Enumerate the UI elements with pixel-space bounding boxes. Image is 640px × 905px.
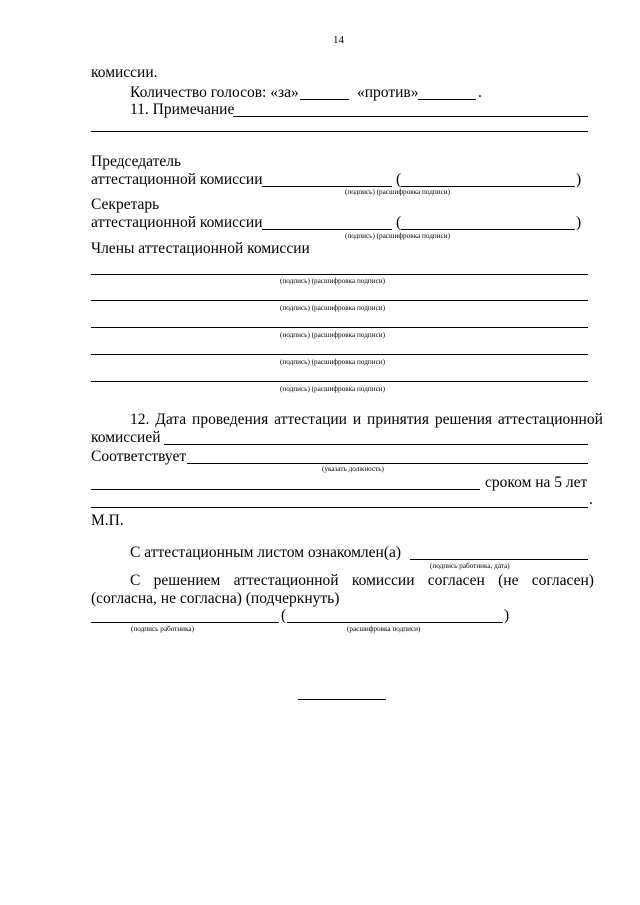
position-caption: (указать должность)	[322, 465, 384, 473]
secretary-open-paren: (	[396, 214, 402, 231]
decision-line-1	[130, 572, 594, 590]
item12-commission: комиссией	[91, 429, 161, 446]
decision-word-7: согласен)	[531, 572, 594, 589]
position-field[interactable]	[187, 463, 588, 464]
chairman-signature-field[interactable]	[262, 186, 392, 187]
term-label: сроком на 5 лет	[485, 474, 588, 491]
chairman-close-paren: )	[576, 171, 582, 188]
worker-sign-caption: (подпись работника)	[131, 625, 194, 633]
decision-open-paren: (	[281, 607, 287, 624]
secretary-signature-field[interactable]	[262, 229, 392, 230]
note-field[interactable]	[233, 116, 588, 117]
decision-word-4: комиссии	[351, 572, 415, 589]
secretary-close-paren: )	[576, 214, 582, 231]
chairman-sign-caption: (подпись) (расшифровка подписи)	[345, 188, 451, 196]
page-number: 14	[333, 34, 344, 46]
members-label: Члены аттестационной комиссии	[91, 240, 310, 257]
end-separator-line	[298, 699, 386, 700]
decision-close-paren: )	[504, 607, 510, 624]
member-3-field[interactable]	[91, 327, 588, 328]
acquainted-label: С аттестационным листом ознакомлен(а)	[130, 544, 402, 561]
corresponds-label: Соответствует	[91, 448, 187, 465]
chairman-open-paren: (	[396, 171, 402, 188]
member-3-caption: (подпись) (расшифровка подписи)	[280, 331, 386, 339]
position-field-line-2[interactable]	[91, 489, 480, 490]
worker-sign-date-field[interactable]	[410, 559, 588, 560]
member-1-field[interactable]	[91, 274, 588, 275]
worker-sign-date-caption: (подпись работника, дата)	[430, 562, 510, 570]
member-1-caption: (подпись) (расшифровка подписи)	[280, 277, 386, 285]
chairman-decode-field[interactable]	[401, 186, 575, 187]
decision-word-2: решением	[153, 572, 221, 589]
note-label: 11. Примечание	[130, 101, 235, 118]
worker-decode-field[interactable]	[287, 622, 503, 623]
decision-word-3: аттестационной	[233, 572, 339, 589]
votes-count-label: Количество голосов: «за»	[130, 84, 299, 101]
votes-against-label: «против»	[357, 84, 419, 101]
decision-word-1: С	[130, 572, 141, 589]
chairman-title: Председатель	[91, 153, 182, 170]
worker-signature-field[interactable]	[91, 622, 279, 623]
stamp-label: М.П.	[91, 512, 124, 529]
votes-line-commission: комиссии.	[91, 64, 158, 81]
item12-heading: 12. Дата проведения аттестации и принятия решения аттестационной	[130, 411, 603, 428]
secretary-title: Секретарь	[91, 196, 160, 213]
note-field-line-2[interactable]	[91, 131, 588, 132]
chairman-commission: аттестационной комиссии	[91, 171, 263, 188]
member-5-field[interactable]	[91, 381, 588, 382]
assessment-date-field[interactable]	[164, 444, 588, 445]
secretary-commission: аттестационной комиссии	[91, 214, 263, 231]
worker-decode-caption: (расшифровка подписи)	[347, 625, 421, 633]
member-2-field[interactable]	[91, 300, 588, 301]
decision-line-2: (согласна, не согласна) (подчеркнуть)	[91, 590, 340, 607]
decision-word-6: (не	[498, 572, 519, 589]
term-dot: .	[589, 491, 593, 508]
secretary-sign-caption: (подпись) (расшифровка подписи)	[345, 232, 451, 240]
secretary-decode-field[interactable]	[401, 229, 575, 230]
member-4-caption: (подпись) (расшифровка подписи)	[280, 358, 386, 366]
member-5-caption: (подпись) (расшифровка подписи)	[280, 385, 386, 393]
member-4-field[interactable]	[91, 354, 588, 355]
member-2-caption: (подпись) (расшифровка подписи)	[280, 304, 386, 312]
votes-end-dot: .	[478, 84, 482, 101]
decision-word-5: согласен	[427, 572, 485, 589]
votes-against-field[interactable]	[418, 99, 476, 100]
votes-for-field[interactable]	[300, 99, 349, 100]
position-field-line-3[interactable]	[91, 507, 588, 508]
